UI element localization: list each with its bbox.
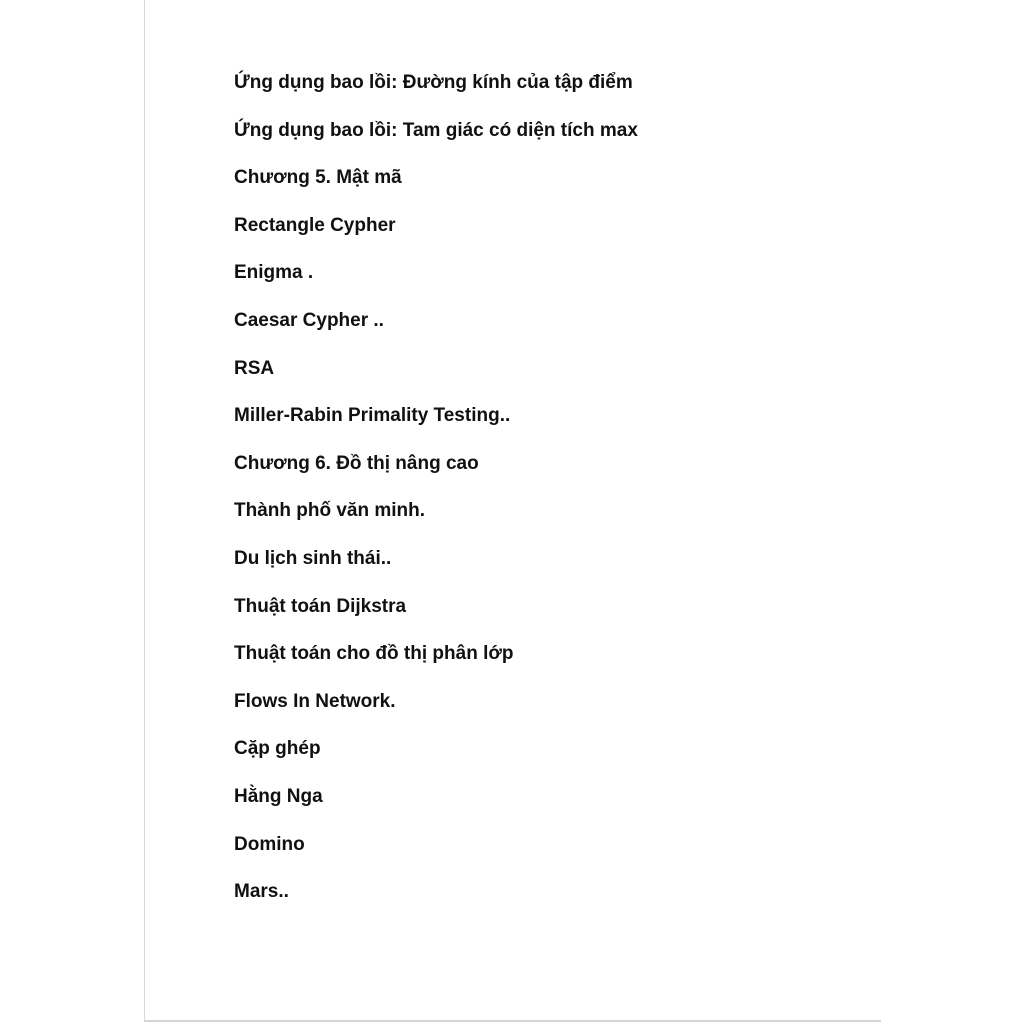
toc-entry: Miller-Rabin Primality Testing.. bbox=[234, 405, 511, 427]
page-left-border bbox=[144, 0, 145, 1022]
table-of-contents bbox=[234, 68, 638, 925]
toc-entry: Du lịch sinh thái.. bbox=[234, 547, 392, 569]
toc-entry: Thuật toán Dijkstra bbox=[234, 595, 407, 617]
toc-entry: Thành phố văn minh. bbox=[234, 500, 426, 522]
toc-entry: Ứng dụng bao lồi: Đường kính của tập điểm bbox=[234, 72, 633, 93]
toc-entry: Thuật toán cho đồ thị phân lớp bbox=[234, 643, 514, 665]
toc-entry: Caesar Cypher .. bbox=[234, 309, 384, 331]
toc-entry: Rectangle Cypher bbox=[234, 214, 396, 236]
toc-entry: Ứng dụng bao lồi: Tam giác có diện tích max bbox=[234, 119, 638, 141]
toc-chapter-heading: Chương 6. Đồ thị nâng cao bbox=[234, 452, 479, 474]
toc-entry: Domino bbox=[234, 833, 305, 855]
toc-entry: Cặp ghép bbox=[234, 738, 321, 760]
page-bottom-border bbox=[144, 1020, 881, 1022]
toc-entry: Hằng Nga bbox=[234, 785, 323, 807]
toc-chapter-heading: Chương 5. Mật mã bbox=[234, 167, 402, 189]
toc-entry: RSA bbox=[234, 357, 275, 379]
toc-entry: Enigma . bbox=[234, 262, 314, 284]
toc-entry: Flows In Network. bbox=[234, 690, 396, 712]
toc-entry: Mars.. bbox=[234, 881, 289, 903]
